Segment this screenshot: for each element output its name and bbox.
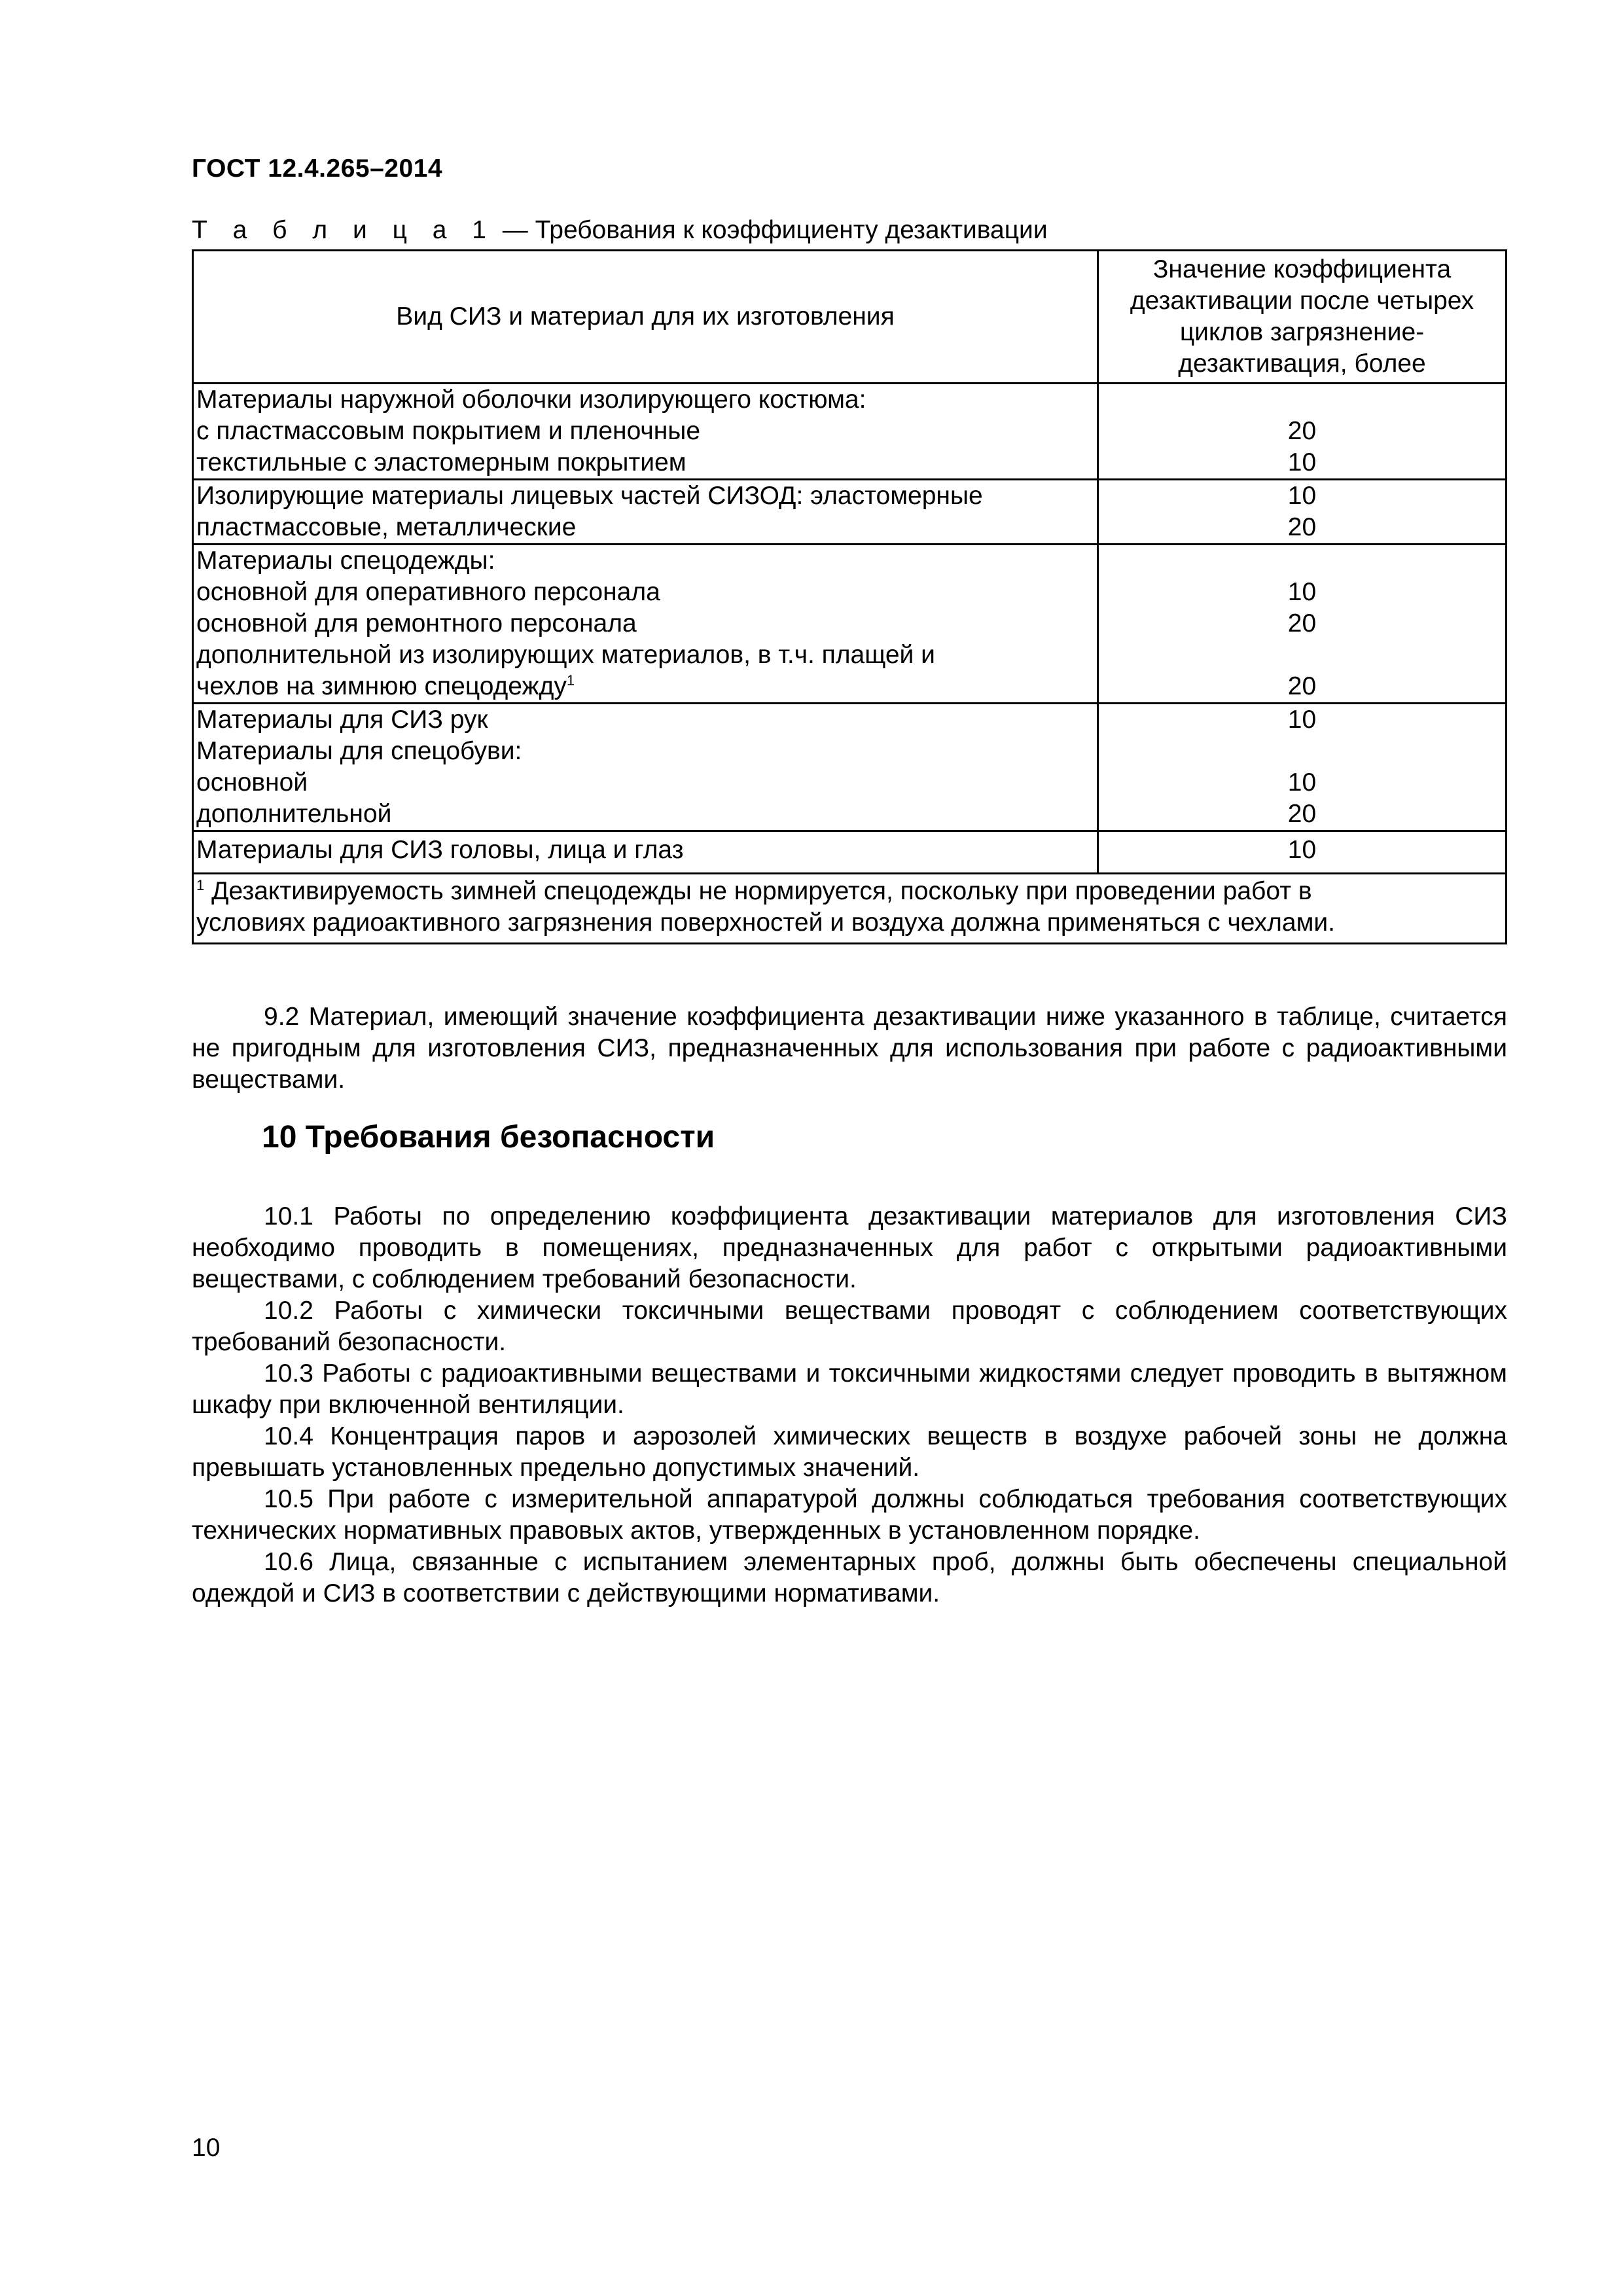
cell-line: Материалы для СИЗ рук xyxy=(196,706,488,734)
table-cell-material xyxy=(193,831,1098,874)
footnote-text: Дезактивируемость зимней спецодежды не нормируется, поскольку при проведении работ в xyxy=(211,877,1312,905)
header-col2-line: дезактивации после четырех xyxy=(1130,287,1474,315)
paragraph-text: 9.2 Материал, имеющий значение коэффициента дезактивации ниже указанного в таблице, считается не пригодным для изготовления СИЗ, предназначенных для использования при работе с радиоактивными веществами. xyxy=(192,1003,1507,1094)
table-row xyxy=(193,704,1507,831)
table-header-col1: Вид СИЗ и материал для их изготовления xyxy=(193,251,1098,384)
table-row xyxy=(193,831,1507,874)
table-cell-material xyxy=(193,384,1098,480)
section-10-title: 10 Требования безопасности xyxy=(262,1120,715,1155)
table-footnote-row xyxy=(193,874,1507,944)
table-caption xyxy=(192,216,1048,245)
document-code: ГОСТ 12.4.265–2014 xyxy=(192,154,443,183)
table-cell-value xyxy=(1098,704,1507,831)
footnote-reference: 1 xyxy=(566,672,575,689)
cell-line: Материалы для спецобуви: xyxy=(196,737,522,765)
cell-line: Изолирующие материалы лицевых частей СИЗОД: эластомерные xyxy=(196,482,983,510)
footnote-line xyxy=(196,876,1503,907)
paragraph-text: 10.3 Работы с радиоактивными веществами и токсичными жидкостями следует проводить в вытяжном шкафу при включенной вентиляции. xyxy=(192,1359,1507,1419)
cell-line: 10 xyxy=(1287,482,1317,510)
paragraph-text: 10.6 Лица, связанные с испытанием элементарных проб, должны быть обеспечены специальной одеждой и СИЗ в соответствии с действующими нормативами. xyxy=(192,1548,1507,1607)
paragraph-text: 10.2 Работы с химически токсичными веществами проводят с соблюдением соответствующих требований безопасности. xyxy=(192,1297,1507,1356)
cell-line: основной для ремонтного персонала xyxy=(196,609,637,637)
cell-line xyxy=(1101,545,1503,577)
decontamination-table xyxy=(192,249,1507,944)
cell-line: 10 xyxy=(1287,706,1317,734)
cell-line: 20 xyxy=(1287,672,1317,700)
paragraph-10-6 xyxy=(192,1547,1507,1609)
cell-line: 10 xyxy=(1287,768,1317,797)
cell-line: 20 xyxy=(1287,800,1317,828)
paragraph-text: 10.4 Концентрация паров и аэрозолей химических веществ в воздухе рабочей зоны не должна превышать установленных предельно допустимых значений. xyxy=(192,1422,1507,1482)
paragraph-10-5 xyxy=(192,1484,1507,1547)
table-footnote xyxy=(193,874,1507,944)
table-cell-value xyxy=(1098,831,1507,874)
cell-line: Материалы наружной оболочки изолирующего костюма: xyxy=(196,386,866,414)
table-cell-value xyxy=(1098,545,1507,704)
table-row xyxy=(193,480,1507,545)
cell-line: текстильные с эластомерным покрытием xyxy=(196,448,687,476)
cell-line xyxy=(1101,736,1503,767)
page-number: 10 xyxy=(192,2134,221,2162)
table-cell-material xyxy=(193,704,1098,831)
cell-line: 10 xyxy=(1287,448,1317,476)
table-caption-label: Т а б л и ц а 1 xyxy=(192,216,495,244)
paragraph-10-2 xyxy=(192,1295,1507,1358)
table-header-col2 xyxy=(1098,251,1507,384)
cell-line: основной xyxy=(196,768,308,797)
table-cell-material xyxy=(193,545,1098,704)
table-header-row xyxy=(193,251,1507,384)
cell-line: 20 xyxy=(1287,609,1317,637)
paragraph-10-1 xyxy=(192,1201,1507,1295)
paragraph-10-3 xyxy=(192,1358,1507,1421)
table-cell-value xyxy=(1098,480,1507,545)
cell-line-text: чехлов на зимнюю спецодежду xyxy=(196,672,567,700)
cell-line: 10 xyxy=(1287,836,1317,864)
header-col2-line: Значение коэффициента xyxy=(1152,255,1452,283)
paragraph-text: 10.5 При работе с измерительной аппаратурой должны соблюдаться требования соответствующих технических нормативных правовых актов, утвержденных в установленном порядке. xyxy=(192,1485,1507,1545)
paragraph-text: 10.1 Работы по определению коэффициента дезактивации материалов для изготовления СИЗ необходимо проводить в помещениях, предназначенных для работ с открытыми радиоактивными веществами, с соблюдением требований безопасности. xyxy=(192,1202,1507,1293)
cell-line: пластмассовые, металлические xyxy=(196,513,577,541)
cell-line: дополнительной из изолирующих материалов, в т.ч. плащей и xyxy=(196,641,935,669)
cell-line-with-footnote xyxy=(196,671,1094,702)
paragraph-10-4 xyxy=(192,1421,1507,1484)
table-caption-title: — Требования к коэффициенту дезактивации xyxy=(495,216,1048,244)
table-row xyxy=(193,545,1507,704)
cell-line: 10 xyxy=(1287,578,1317,606)
cell-line: дополнительной xyxy=(196,800,392,828)
cell-line: с пластмассовым покрытием и пленочные xyxy=(196,417,701,445)
cell-line: основной для оперативного персонала xyxy=(196,578,660,606)
header-col2-line: дезактивация, более xyxy=(1178,350,1426,378)
footnote-mark: 1 xyxy=(196,877,205,893)
cell-line xyxy=(1101,639,1503,671)
paragraph-9-2 xyxy=(192,1001,1507,1096)
cell-line: 20 xyxy=(1287,513,1317,541)
header-col2-line: циклов загрязнение- xyxy=(1179,318,1425,346)
cell-line: Материалы для СИЗ головы, лица и глаз xyxy=(196,836,684,864)
table-cell-material xyxy=(193,480,1098,545)
table-row xyxy=(193,384,1507,480)
cell-line: Материалы спецодежды: xyxy=(196,547,495,575)
footnote-line: условиях радиоактивного загрязнения поверхностей и воздуха должна применяться с чехлами. xyxy=(196,908,1336,937)
cell-line: 20 xyxy=(1287,417,1317,445)
table-cell-value xyxy=(1098,384,1507,480)
cell-line xyxy=(1101,384,1503,416)
